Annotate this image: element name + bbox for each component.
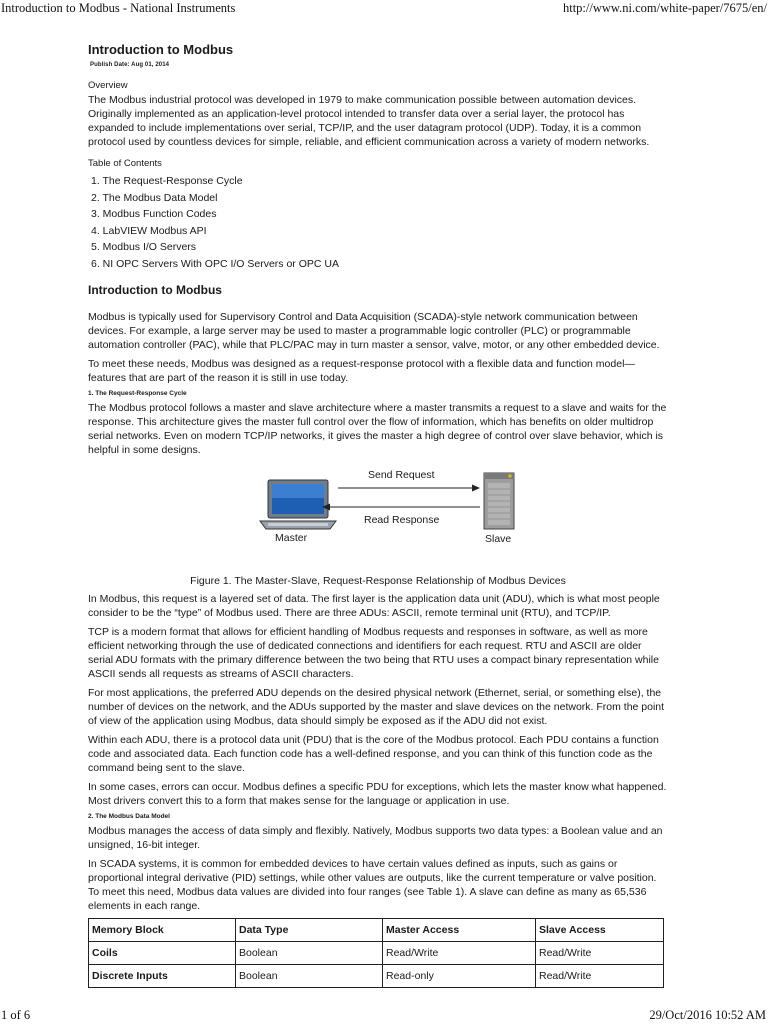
laptop-icon xyxy=(260,480,336,529)
subheading-request-response: 1. The Request-Response Cycle xyxy=(88,390,187,397)
errors-paragraph: In some cases, errors can occur. Modbus defines a specific PDU for exceptions, which lets the master know what happened. Most drivers convert this to a form that makes sense for the language or application in use. xyxy=(88,781,667,807)
print-datetime: 29/Oct/2016 10:52 AM xyxy=(649,1008,766,1022)
print-header xyxy=(0,1,768,15)
table-cell: Read/Write xyxy=(383,942,536,965)
table-row xyxy=(89,942,664,965)
table-cell: Discrete Inputs xyxy=(89,965,236,988)
section-heading: Introduction to Modbus xyxy=(88,283,222,297)
toc-item[interactable]: 5. Modbus I/O Servers xyxy=(91,241,197,253)
pdu-paragraph: Within each ADU, there is a protocol data unit (PDU) that is the core of the Modbus protocol. Each PDU contains a function code and associated data. Each function code has a well-defined response, and you can think of this function code as the command being sent to the slave. xyxy=(88,734,659,774)
memory-block-table xyxy=(88,918,664,988)
table-header-row xyxy=(89,919,664,942)
master-label: Master xyxy=(275,532,308,544)
print-header-url[interactable]: http://www.ni.com/white-paper/7675/en/ xyxy=(562,1,767,15)
page-title: Introduction to Modbus xyxy=(88,42,234,57)
figure-caption: Figure 1. The Master-Slave, Request-Response Relationship of Modbus Devices xyxy=(190,575,566,587)
toc-item[interactable]: 3. Modbus Function Codes xyxy=(91,208,217,220)
subheading-data-model: 2. The Modbus Data Model xyxy=(88,813,170,820)
table-cell: Boolean xyxy=(236,942,383,965)
send-request-label: Send Request xyxy=(368,469,435,481)
master-slave-figure xyxy=(88,463,668,571)
toc-item[interactable]: 2. The Modbus Data Model xyxy=(91,191,218,204)
print-footer xyxy=(0,1008,768,1022)
table-header-cell: Master Access xyxy=(383,919,536,942)
adu-paragraph: In Modbus, this request is a layered set of data. The first layer is the application data unit (ADU), which is what most people consider to be the “type” of Modbus used. There are three ADUs: ASCII, remote terminal unit (RTU), and TCP/IP. xyxy=(88,593,660,619)
overview-paragraph: The Modbus industrial protocol was developed in 1979 to make communication possible between automation devices. Originally implemented as an application-level protocol intended to transfer data over a serial layer, the protocol has expanded to include implementations over serial, TCP/IP, and the user datagram protocol (UDP). Today, it is a common protocol used by countless devices for simple, reliable, and efficient communication across a variety of modern networks. xyxy=(88,94,650,148)
send-request-arrow xyxy=(338,485,480,492)
tcp-paragraph: TCP is a modern format that allows for efficient handling of Modbus requests and responses in software, as well as more efficient networking through the use of dedicated connections and identifiers for each request. RTU and ASCII are older serial ADU formats with the primary difference between the two being that RTU uses a compact binary representation while ASCII sends all requests as streams of ASCII characters. xyxy=(88,626,659,680)
table-cell: Boolean xyxy=(236,965,383,988)
table-cell: Read-only xyxy=(383,965,536,988)
toc-label: Table of Contents xyxy=(88,158,162,169)
table-header-cell: Memory Block xyxy=(89,919,236,942)
print-header-title: Introduction to Modbus - National Instruments xyxy=(1,1,236,15)
intro-paragraph-2: To meet these needs, Modbus was designed as a request-response protocol with a flexible data and function model—features that are part of the reason it is still in use today. xyxy=(88,358,635,384)
overview-label: Overview xyxy=(88,80,128,91)
intro-paragraph-1: Modbus is typically used for Supervisory Control and Data Acquisition (SCADA)-style network communication between devices. For example, a large server may be used to master a programmable logic controller (PLC) or programmable automation controller (PAC), while that PLC/PAC may in turn master a sensor, valve, motor, or any other embedded device. xyxy=(88,311,660,351)
document-content xyxy=(88,42,668,988)
table-cell: Read/Write xyxy=(536,942,664,965)
table-cell: Read/Write xyxy=(536,965,664,988)
read-response-label: Read Response xyxy=(364,514,440,526)
table-header-cell: Data Type xyxy=(236,919,383,942)
table-row xyxy=(89,965,664,988)
request-response-paragraph: The Modbus protocol follows a master and slave architecture where a master transmits a request to a slave and waits for the response. This architecture gives the master full control over the flow of information, which has benefits on older multidrop serial networks. Even on modern TCP/IP networks, it gives the master a high degree of control over slave behavior, which is helpful in some designs. xyxy=(88,402,667,456)
toc-item[interactable]: 6. NI OPC Servers With OPC I/O Servers or OPC UA xyxy=(91,257,339,270)
table-of-contents xyxy=(88,173,668,272)
page-number: 1 of 6 xyxy=(1,1008,31,1022)
toc-item[interactable]: 4. LabVIEW Modbus API xyxy=(91,224,207,237)
toc-item[interactable]: 1. The Request-Response Cycle xyxy=(91,175,243,187)
server-icon xyxy=(484,473,514,529)
slave-label: Slave xyxy=(485,533,512,545)
data-model-paragraph-2: In SCADA systems, it is common for embedded devices to have certain values defined as inputs, such as gains or proportional integral derivative (PID) settings, while other values are outputs, like the current temperature or valve position. To meet this need, Modbus data values are divided into four ranges (see Table 1). A slave can define as many as 65,536 elements in each range. xyxy=(88,858,657,912)
publish-date: Publish Date: Aug 01, 2014 xyxy=(90,62,170,68)
applications-paragraph: For most applications, the preferred ADU depends on the desired physical network (Ethernet, serial, or something else), the number of devices on the network, and the ADUs supported by the master and slave devices on the network. From the point of view of the application using Modbus, data should simply be exposed as if the ADU did not exist. xyxy=(88,687,665,727)
table-header-cell: Slave Access xyxy=(536,919,664,942)
read-response-arrow xyxy=(322,504,480,511)
data-model-paragraph-1: Modbus manages the access of data simply and flexibly. Natively, Modbus supports two data types: a Boolean value and an unsigned, 16-bit integer. xyxy=(88,825,663,851)
table-cell: Coils xyxy=(89,942,236,965)
